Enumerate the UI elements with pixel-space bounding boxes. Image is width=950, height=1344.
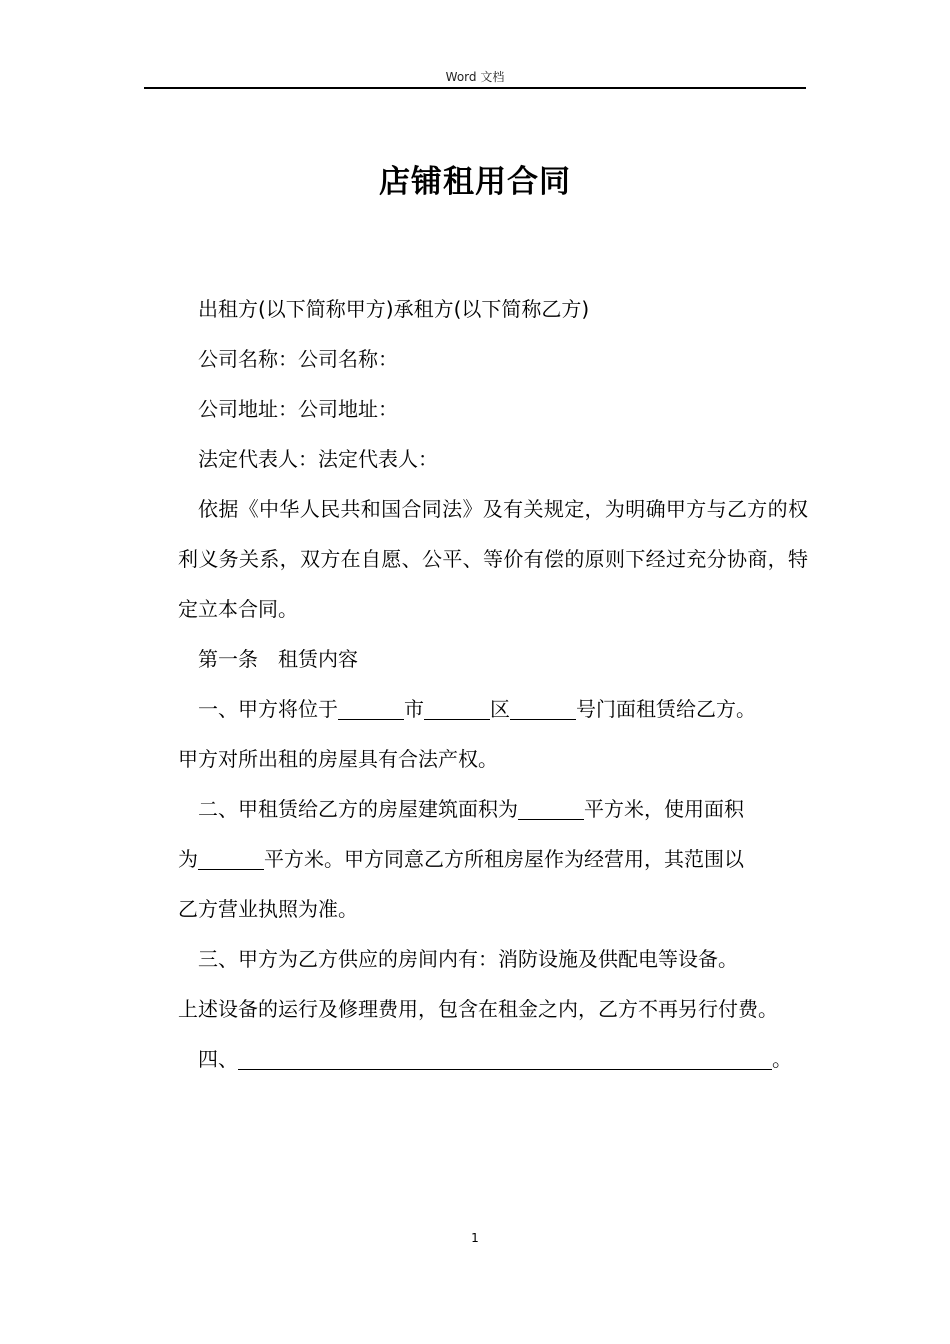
clause-two-text-a: 二、甲租赁给乙方的房屋建筑面积为 bbox=[198, 797, 518, 821]
clause-two-end: 乙方营业执照为准。 bbox=[178, 897, 358, 921]
clause-one bbox=[178, 684, 808, 734]
clause-two bbox=[178, 784, 808, 834]
clause-one-text-c: 区 bbox=[490, 697, 510, 721]
building-area-blank bbox=[518, 799, 584, 820]
clause-two-continued bbox=[178, 834, 808, 884]
clause-one-text-b: 市 bbox=[404, 697, 424, 721]
company-address-line: 公司地址：公司地址： bbox=[198, 397, 398, 421]
legal-representative-line: 法定代表人：法定代表人： bbox=[198, 447, 438, 471]
clause-four-end: 。 bbox=[772, 1047, 792, 1071]
document-title: 店铺租用合同 bbox=[379, 164, 571, 200]
district-blank bbox=[424, 699, 490, 720]
clause-one-continued: 甲方对所出租的房屋具有合法产权。 bbox=[178, 747, 498, 771]
clause-three: 三、甲方为乙方供应的房间内有：消防设施及供配电等设备。 bbox=[198, 947, 738, 971]
document-body bbox=[178, 284, 808, 1084]
clause-two-text-b: 平方米，使用面积 bbox=[584, 797, 744, 821]
clause-one-text-a: 一、甲方将位于 bbox=[198, 697, 338, 721]
clause-one-text-d: 号门面租赁给乙方。 bbox=[576, 697, 756, 721]
header-rule bbox=[144, 87, 806, 89]
clause-four bbox=[178, 1034, 808, 1084]
article-one-heading: 第一条 租赁内容 bbox=[198, 647, 358, 671]
page-number: 1 bbox=[471, 1231, 479, 1245]
number-blank bbox=[510, 699, 576, 720]
clause-three-continued: 上述设备的运行及修理费用，包含在租金之内，乙方不再另行付费。 bbox=[178, 997, 778, 1021]
parties-line: 出租方(以下简称甲方)承租方(以下简称乙方) bbox=[198, 297, 590, 321]
preamble-paragraph: 依据《中华人民共和国合同法》及有关规定，为明确甲方与乙方的权利义务关系，双方在自愿、公平、等价有偿的原则下经过充分协商，特定立本合同。 bbox=[178, 497, 808, 621]
clause-two-text-c: 为 bbox=[178, 847, 198, 871]
clause-four-blank bbox=[238, 1049, 772, 1070]
usable-area-blank bbox=[198, 849, 264, 870]
city-blank bbox=[338, 699, 404, 720]
clause-four-label: 四、 bbox=[198, 1047, 238, 1071]
clause-two-text-d: 平方米。甲方同意乙方所租房屋作为经营用，其范围以 bbox=[264, 847, 744, 871]
company-name-line: 公司名称：公司名称： bbox=[198, 347, 398, 371]
page-header: Word 文档 bbox=[445, 70, 505, 84]
